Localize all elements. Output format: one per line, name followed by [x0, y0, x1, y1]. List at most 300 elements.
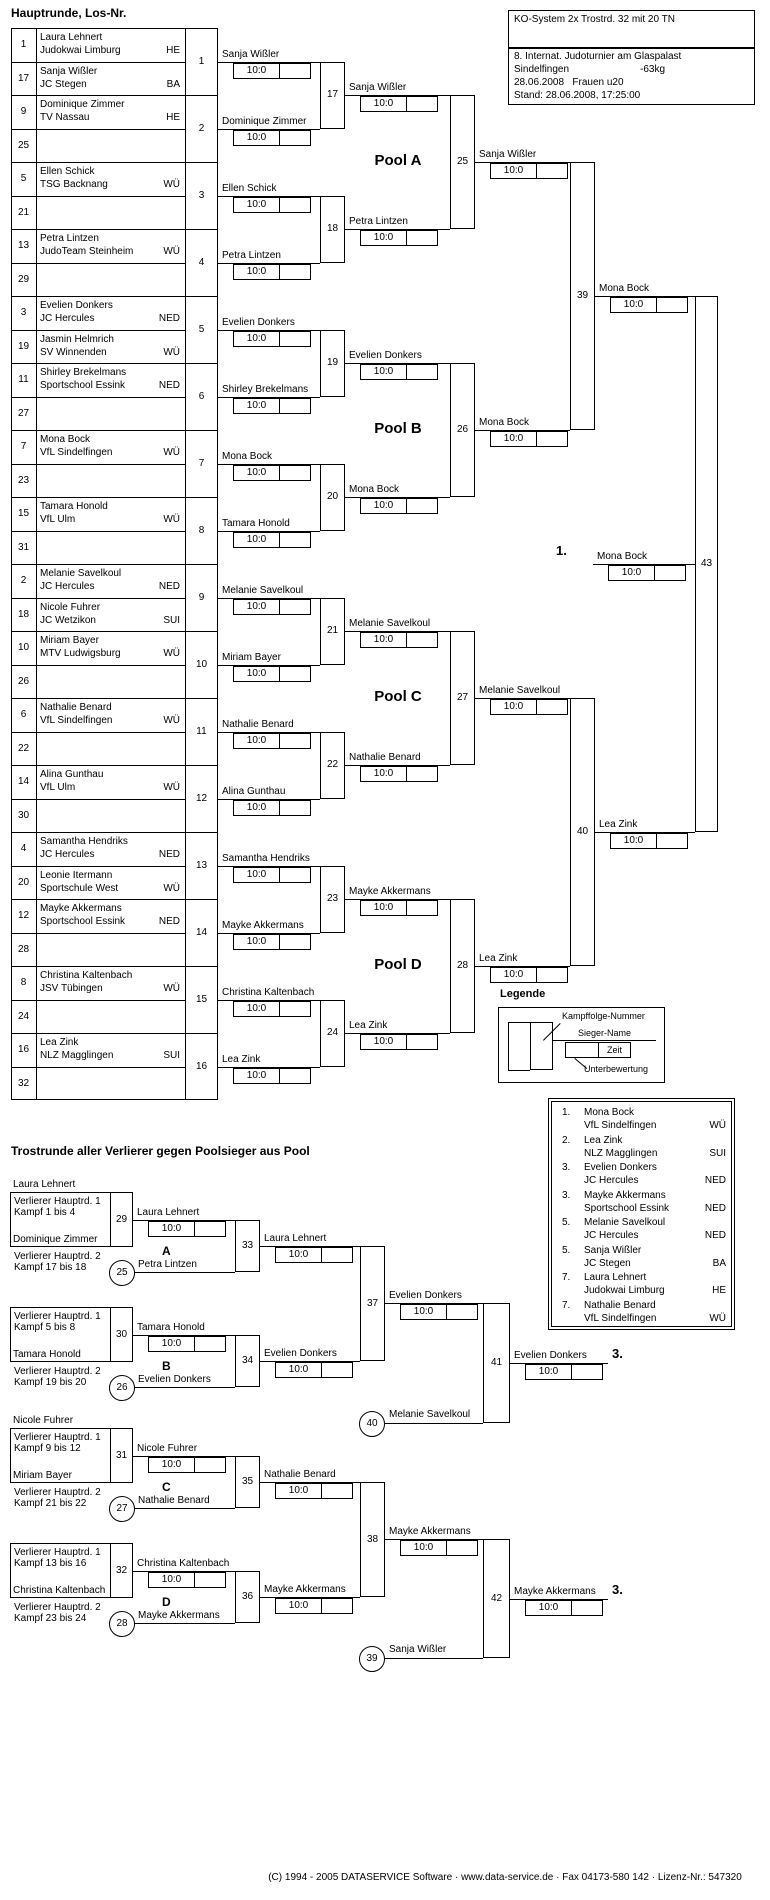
- round2-winner-score: [360, 766, 438, 782]
- pool-letter: A: [162, 1244, 171, 1258]
- round1-winner-score: [233, 63, 311, 79]
- score-value: 10:0: [491, 700, 537, 714]
- competitor-club: Sportschule West: [40, 882, 119, 894]
- result-club: JC Hercules: [584, 1175, 639, 1186]
- competitor-region: NED: [158, 849, 180, 860]
- match-number: 22: [326, 759, 339, 771]
- event-city: Sindelfingen: [514, 64, 570, 75]
- los-number: 24: [17, 1010, 30, 1022]
- round1-winner-score: [233, 264, 311, 280]
- subscore-cell: [537, 432, 567, 446]
- match-number: 31: [115, 1449, 128, 1461]
- repechage-r2-winner-name: Nathalie Benard: [264, 1468, 336, 1480]
- score-value: 10:0: [401, 1305, 447, 1319]
- entrant-name: Nicole Fuhrer: [13, 1415, 74, 1426]
- match-number: 12: [195, 792, 208, 804]
- subscore-cell: [280, 935, 310, 949]
- feeder-line: [135, 1272, 235, 1273]
- round2-winner-score: [360, 498, 438, 514]
- subscore-cell: [280, 600, 310, 614]
- round1-winner-score: [233, 398, 311, 414]
- score-value: 10:0: [401, 1541, 447, 1555]
- competitor-club: VfL Sindelfingen: [40, 447, 113, 458]
- subscore-cell: [195, 1337, 225, 1351]
- result-name: Lea Zink: [584, 1134, 623, 1146]
- match-number: 26: [456, 424, 469, 436]
- score-value: 10:0: [276, 1599, 322, 1613]
- pool-label: Pool B: [374, 420, 422, 437]
- pool-winner-score: [490, 967, 568, 983]
- round1-winner-name: Mona Bock: [222, 450, 273, 462]
- score-value: 10:0: [234, 734, 280, 748]
- loser-source-label: Verlierer Hauptrd. 2: [14, 1487, 101, 1498]
- competitor-name: Lea Zink: [40, 1037, 79, 1048]
- repechage-r2-winner-score: [275, 1483, 353, 1499]
- match-number: 41: [490, 1357, 503, 1369]
- los-number: 30: [17, 809, 30, 821]
- loser-source-label: Verlierer Hauptrd. 1: [14, 1432, 101, 1443]
- subscore-cell: [322, 1484, 352, 1498]
- subscore-cell: [280, 64, 310, 78]
- match-number: 28: [456, 960, 469, 972]
- competitor-name: Mayke Akkermans: [40, 903, 122, 914]
- pool-winner-name: Lea Zink: [479, 953, 518, 964]
- round1-winner-score: [233, 130, 311, 146]
- repechage-semi-winner-name: Mayke Akkermans: [389, 1526, 471, 1538]
- match-number: 2: [198, 122, 205, 134]
- repechage-r1-winner-score: [148, 1572, 226, 1588]
- round1-winner-score: [233, 666, 311, 682]
- score-value: 10:0: [276, 1363, 322, 1377]
- table-slot-divider: [11, 330, 185, 331]
- loser-source-label: Verlierer Hauptrd. 2: [14, 1251, 101, 1262]
- table-slot-divider: [11, 129, 185, 130]
- table-slot-divider: [11, 1000, 185, 1001]
- subscore-cell: [322, 1599, 352, 1613]
- los-number: 2: [20, 575, 27, 586]
- los-number: 8: [20, 977, 27, 988]
- repechage-semi-winner-name: Evelien Donkers: [389, 1290, 462, 1302]
- entrant-name: Petra Lintzen: [138, 1259, 197, 1270]
- subscore-cell: [657, 834, 687, 848]
- table-slot-divider: [11, 62, 185, 63]
- competitor-region: WÜ: [163, 782, 180, 793]
- score-value: 10:0: [234, 64, 280, 78]
- result-club: VfL Sindelfingen: [584, 1312, 657, 1324]
- los-number: 21: [17, 206, 30, 218]
- loser-source-label: Kampf 9 bis 12: [14, 1443, 81, 1454]
- page-title: Hauptrunde, Los-Nr.: [11, 6, 127, 20]
- match-number: 13: [195, 859, 208, 871]
- competitor-region: WÜ: [163, 246, 180, 257]
- competitor-club: JudoTeam Steinheim: [40, 246, 134, 257]
- match-number: 34: [241, 1355, 254, 1366]
- result-name: Laura Lehnert: [584, 1272, 647, 1283]
- round1-winner-score: [233, 867, 311, 883]
- score-value: 10:0: [361, 901, 407, 915]
- pool-feeder-circle: 28: [109, 1611, 135, 1637]
- round1-winner-name: Samantha Hendriks: [222, 852, 310, 864]
- feeder-line: [385, 1658, 483, 1659]
- feeder-line: [135, 1508, 235, 1509]
- round1-winner-name: Shirley Brekelmans: [222, 383, 309, 395]
- result-region: HE: [712, 1285, 726, 1296]
- round2-winner-name: Melanie Savelkoul: [349, 618, 431, 629]
- result-name: Mona Bock: [584, 1107, 635, 1118]
- match-number: 9: [198, 591, 205, 603]
- result-rank: 7.: [562, 1272, 571, 1283]
- match-number: 24: [326, 1027, 339, 1039]
- legend-match-number-label: Kampffolge-Nummer: [562, 1011, 645, 1021]
- los-number: 23: [17, 474, 30, 486]
- result-region: WÜ: [709, 1312, 726, 1324]
- competitor-name: Dominique Zimmer: [40, 99, 125, 110]
- round2-winner-name: Mayke Akkermans: [349, 886, 431, 897]
- score-value: 10:0: [149, 1222, 195, 1236]
- legend-time-label: Zeit: [606, 1044, 622, 1055]
- subscore-cell: [537, 968, 567, 982]
- score-value: 10:0: [526, 1601, 572, 1615]
- third-place-winner-score: [525, 1364, 603, 1380]
- match-number: 19: [326, 357, 339, 369]
- match-number: 38: [366, 1533, 379, 1545]
- pool-label: Pool A: [374, 152, 422, 169]
- los-number: 11: [18, 374, 29, 385]
- repechage-r1-winner-score: [148, 1457, 226, 1473]
- round1-winner-score: [233, 331, 311, 347]
- result-region: BA: [712, 1257, 726, 1269]
- match-number: 11: [196, 725, 207, 737]
- result-name: Sanja Wißler: [584, 1244, 642, 1256]
- repechage-r1-winner-score: [148, 1221, 226, 1237]
- subscore-cell: [280, 332, 310, 346]
- pool-letter: D: [162, 1595, 171, 1609]
- round2-winner-score: [360, 900, 438, 916]
- los-number: 12: [17, 910, 30, 921]
- footer-license-text: (C) 1994 - 2005 DATASERVICE Software · www.data-service.de · Fax 04173-580 142 · Lizenz-Nr.: 547320: [268, 1872, 742, 1883]
- los-number: 3: [20, 307, 27, 318]
- round1-winner-name: Tamara Honold: [222, 517, 290, 529]
- result-name: Mayke Akkermans: [584, 1189, 666, 1201]
- subscore-cell: [572, 1601, 602, 1615]
- pool-winner-name: Mona Bock: [479, 417, 530, 428]
- los-number: 14: [17, 776, 30, 787]
- subscore-cell: [280, 1002, 310, 1016]
- subscore-cell: [280, 533, 310, 547]
- competitor-name: Evelien Donkers: [40, 300, 113, 311]
- loser-source-label: Verlierer Hauptrd. 2: [14, 1602, 101, 1613]
- round1-winner-score: [233, 800, 311, 816]
- subscore-cell: [537, 164, 567, 178]
- competitor-name: Miriam Bayer: [40, 635, 99, 646]
- result-rank: 2.: [562, 1134, 571, 1146]
- competitor-club: JC Wetzikon: [40, 614, 96, 626]
- subscore-cell: [447, 1541, 477, 1555]
- competitor-name: Samantha Hendriks: [40, 836, 128, 847]
- match-number: 3: [198, 189, 205, 201]
- competitor-region: BA: [166, 78, 180, 90]
- match-number: 16: [195, 1060, 208, 1072]
- competitor-name: Sanja Wißler: [40, 65, 98, 77]
- round1-winner-name: Christina Kaltenbach: [222, 986, 315, 998]
- competitor-name: Leonie Itermann: [40, 869, 113, 881]
- competitor-club: VfL Ulm: [40, 514, 76, 525]
- los-number: 1: [20, 39, 27, 50]
- match-number: 14: [195, 926, 208, 938]
- competitor-name: Christina Kaltenbach: [40, 970, 133, 981]
- score-value: 10:0: [234, 935, 280, 949]
- competitor-region: NED: [158, 581, 180, 592]
- pool-winner-score: [490, 163, 568, 179]
- legend-bracket-line: [508, 1022, 530, 1023]
- round1-winner-name: Alina Gunthau: [222, 785, 286, 797]
- score-value: 10:0: [361, 499, 407, 513]
- score-value: 10:0: [234, 265, 280, 279]
- table-slot-divider: [11, 464, 185, 465]
- subscore-cell: [407, 901, 437, 915]
- match-number: 18: [326, 223, 339, 235]
- match-number: 30: [115, 1328, 128, 1340]
- legend-winner-label: Sieger-Name: [578, 1028, 632, 1038]
- score-value: 10:0: [234, 1002, 280, 1016]
- score-value: 10:0: [234, 466, 280, 480]
- table-slot-divider: [11, 665, 185, 666]
- los-number: 6: [20, 709, 27, 720]
- score-value: 10:0: [149, 1458, 195, 1472]
- repechage-title: Trostrunde aller Verlierer gegen Poolsieger aus Pool: [11, 1144, 310, 1158]
- subscore-cell: [280, 265, 310, 279]
- subscore-cell: [195, 1222, 225, 1236]
- subscore-cell: [195, 1458, 225, 1472]
- table-slot-divider: [11, 732, 185, 733]
- repechage-r1-winner-score: [148, 1336, 226, 1352]
- competitor-region: WÜ: [163, 346, 180, 358]
- round1-winner-name: Ellen Schick: [222, 182, 277, 194]
- competitor-name: Laura Lehnert: [40, 32, 103, 43]
- result-club: JC Stegen: [584, 1257, 631, 1269]
- table-slot-divider: [11, 598, 185, 599]
- score-value: 10:0: [234, 332, 280, 346]
- los-number: 13: [17, 240, 30, 251]
- round1-winner-name: Melanie Savelkoul: [222, 584, 304, 596]
- match-number: 37: [366, 1297, 379, 1309]
- round2-winner-name: Sanja Wißler: [349, 82, 407, 93]
- competitor-club: Sportschool Essink: [40, 380, 126, 391]
- competitor-club: JC Hercules: [40, 849, 95, 860]
- repechage-semi-winner-score: [400, 1304, 478, 1320]
- competitor-region: NED: [158, 313, 180, 324]
- round1-winner-name: Nathalie Benard: [222, 718, 294, 730]
- entrant-name: Evelien Donkers: [138, 1374, 211, 1385]
- event-date-category: 28.06.2008 Frauen u20: [514, 77, 624, 88]
- round2-winner-name: Evelien Donkers: [349, 350, 422, 361]
- score-value: 10:0: [361, 231, 407, 245]
- loser-source-label: Kampf 5 bis 8: [14, 1322, 76, 1333]
- score-value: 10:0: [361, 1035, 407, 1049]
- feeder-line: [135, 1623, 235, 1624]
- los-number: 22: [17, 742, 30, 754]
- table-slot-divider: [11, 263, 185, 264]
- round1-winner-name: Dominique Zimmer: [222, 115, 307, 127]
- subscore-cell: [407, 633, 437, 647]
- competitor-club: JC Hercules: [40, 313, 95, 324]
- event-weight-class: -63kg: [640, 64, 666, 75]
- subscore-cell: [407, 499, 437, 513]
- competitor-club: VfL Sindelfingen: [40, 715, 113, 726]
- result-region: NED: [704, 1230, 726, 1241]
- round2-winner-score: [360, 230, 438, 246]
- entrant-name: Dominique Zimmer: [13, 1234, 98, 1245]
- result-club: Sportschool Essink: [584, 1202, 670, 1214]
- legend-bracket-line: [508, 1070, 530, 1071]
- score-value: 10:0: [526, 1365, 572, 1379]
- competitor-club: Sportschool Essink: [40, 916, 126, 927]
- match-number: 23: [326, 893, 339, 905]
- competitor-club: JC Hercules: [40, 581, 95, 592]
- los-number: 9: [20, 106, 27, 117]
- third-place-winner-name: Evelien Donkers: [514, 1350, 587, 1362]
- subscore-cell: [572, 1365, 602, 1379]
- competitor-region: WÜ: [163, 648, 180, 659]
- match-number: 5: [198, 323, 205, 335]
- score-value: 10:0: [361, 767, 407, 781]
- competitor-club: SV Winnenden: [40, 346, 107, 358]
- los-number: 5: [20, 173, 27, 184]
- match-number: 43: [700, 558, 713, 570]
- subscore-cell: [657, 298, 687, 312]
- score-value: 10:0: [234, 600, 280, 614]
- competitor-region: WÜ: [163, 983, 180, 994]
- result-club: Judokwai Limburg: [584, 1285, 665, 1296]
- result-rank: 5.: [562, 1244, 571, 1256]
- result-rank: 3.: [562, 1162, 571, 1173]
- score-value: 10:0: [361, 97, 407, 111]
- competitor-region: NED: [158, 380, 180, 391]
- round1-winner-score: [233, 197, 311, 213]
- subscore-cell: [407, 365, 437, 379]
- match-number: 21: [326, 625, 339, 637]
- competitor-name: Nathalie Benard: [40, 702, 112, 713]
- subscore-cell: [195, 1573, 225, 1587]
- semifinal-feeder-circle: 40: [359, 1411, 385, 1437]
- entrant-name: Mayke Akkermans: [138, 1610, 220, 1621]
- table-slot-divider: [11, 531, 185, 532]
- round2-winner-score: [360, 632, 438, 648]
- competitor-region: NED: [158, 916, 180, 927]
- competitor-club: Judokwai Limburg: [40, 45, 121, 56]
- legend-match-box: [530, 1022, 553, 1070]
- entrant-name: Sanja Wißler: [389, 1644, 447, 1655]
- match-number: 39: [576, 290, 589, 302]
- semifinal-winner-name: Lea Zink: [599, 819, 638, 830]
- pool-winner-score: [490, 431, 568, 447]
- pool-feeder-circle: 27: [109, 1496, 135, 1522]
- entrant-name: Tamara Honold: [13, 1349, 81, 1360]
- result-region: NED: [704, 1175, 726, 1186]
- legend-winner-underline: [553, 1040, 656, 1041]
- pool-label: Pool C: [374, 688, 422, 705]
- round2-winner-name: Nathalie Benard: [349, 752, 421, 763]
- subscore-cell: [655, 566, 685, 580]
- pool-winner-name: Melanie Savelkoul: [479, 685, 561, 696]
- subscore-cell: [407, 231, 437, 245]
- subscore-cell: [322, 1363, 352, 1377]
- result-name: Melanie Savelkoul: [584, 1217, 666, 1228]
- subscore-cell: [407, 97, 437, 111]
- third-place-label: 3.: [612, 1346, 623, 1362]
- loser-source-label: Kampf 23 bis 24: [14, 1613, 87, 1624]
- competitor-name: Jasmin Helmrich: [40, 333, 114, 345]
- repechage-r2-winner-name: Mayke Akkermans: [264, 1583, 346, 1595]
- round1-winner-name: Lea Zink: [222, 1053, 261, 1065]
- table-slot-divider: [11, 799, 185, 800]
- competitor-region: SUI: [163, 1050, 180, 1061]
- table-slot-divider: [11, 196, 185, 197]
- score-value: 10:0: [234, 667, 280, 681]
- first-place-label: 1.: [556, 543, 567, 558]
- competitor-name: Tamara Honold: [40, 501, 108, 512]
- los-number: 16: [17, 1044, 30, 1055]
- competitor-name: Shirley Brekelmans: [40, 367, 127, 378]
- loser-source-label: Verlierer Hauptrd. 2: [14, 1366, 101, 1377]
- pool-label: Pool D: [374, 956, 422, 973]
- match-number: 10: [195, 658, 208, 670]
- subscore-cell: [280, 667, 310, 681]
- round1-winner-name: Petra Lintzen: [222, 249, 281, 261]
- subscore-cell: [280, 399, 310, 413]
- subscore-cell: [280, 198, 310, 212]
- round2-winner-score: [360, 96, 438, 112]
- los-number: 27: [17, 407, 30, 419]
- los-number: 15: [17, 508, 30, 519]
- third-place-winner-name: Mayke Akkermans: [514, 1585, 596, 1597]
- competitor-region: WÜ: [163, 882, 180, 894]
- table-slot-divider: [11, 866, 185, 867]
- match-number: 36: [241, 1591, 254, 1602]
- score-value: 10:0: [234, 868, 280, 882]
- semifinal-winner-name: Mona Bock: [599, 283, 650, 294]
- competitor-region: SUI: [163, 614, 180, 626]
- feeder-line: [385, 1423, 483, 1424]
- competitor-name: Nicole Fuhrer: [40, 601, 101, 613]
- subscore-cell: [280, 801, 310, 815]
- repechage-r2-winner-score: [275, 1598, 353, 1614]
- match-number: 29: [115, 1213, 128, 1225]
- pool-feeder-circle: 25: [109, 1260, 135, 1286]
- los-number: 32: [17, 1077, 30, 1089]
- repechage-r1-winner-name: Nicole Fuhrer: [137, 1442, 198, 1454]
- round1-winner-score: [233, 1001, 311, 1017]
- competitor-name: Melanie Savelkoul: [40, 568, 122, 579]
- score-value: 10:0: [361, 633, 407, 647]
- result-rank: 7.: [562, 1299, 571, 1311]
- entrant-name: Miriam Bayer: [13, 1470, 72, 1481]
- round1-winner-score: [233, 1068, 311, 1084]
- repechage-r1-winner-name: Christina Kaltenbach: [137, 1557, 230, 1569]
- result-club: NLZ Magglingen: [584, 1147, 658, 1159]
- competitor-region: WÜ: [163, 447, 180, 458]
- competitor-club: TV Nassau: [40, 112, 90, 123]
- result-rank: 3.: [562, 1189, 571, 1201]
- los-number: 19: [17, 340, 30, 352]
- pool-winner-name: Sanja Wißler: [479, 149, 537, 160]
- repechage-r2-winner-name: Evelien Donkers: [264, 1347, 337, 1359]
- loser-source-label: Kampf 1 bis 4: [14, 1207, 76, 1218]
- semifinal-winner-score: [610, 833, 688, 849]
- competitor-club: NLZ Magglingen: [40, 1050, 114, 1061]
- result-name: Evelien Donkers: [584, 1162, 657, 1173]
- result-name: Nathalie Benard: [584, 1299, 656, 1311]
